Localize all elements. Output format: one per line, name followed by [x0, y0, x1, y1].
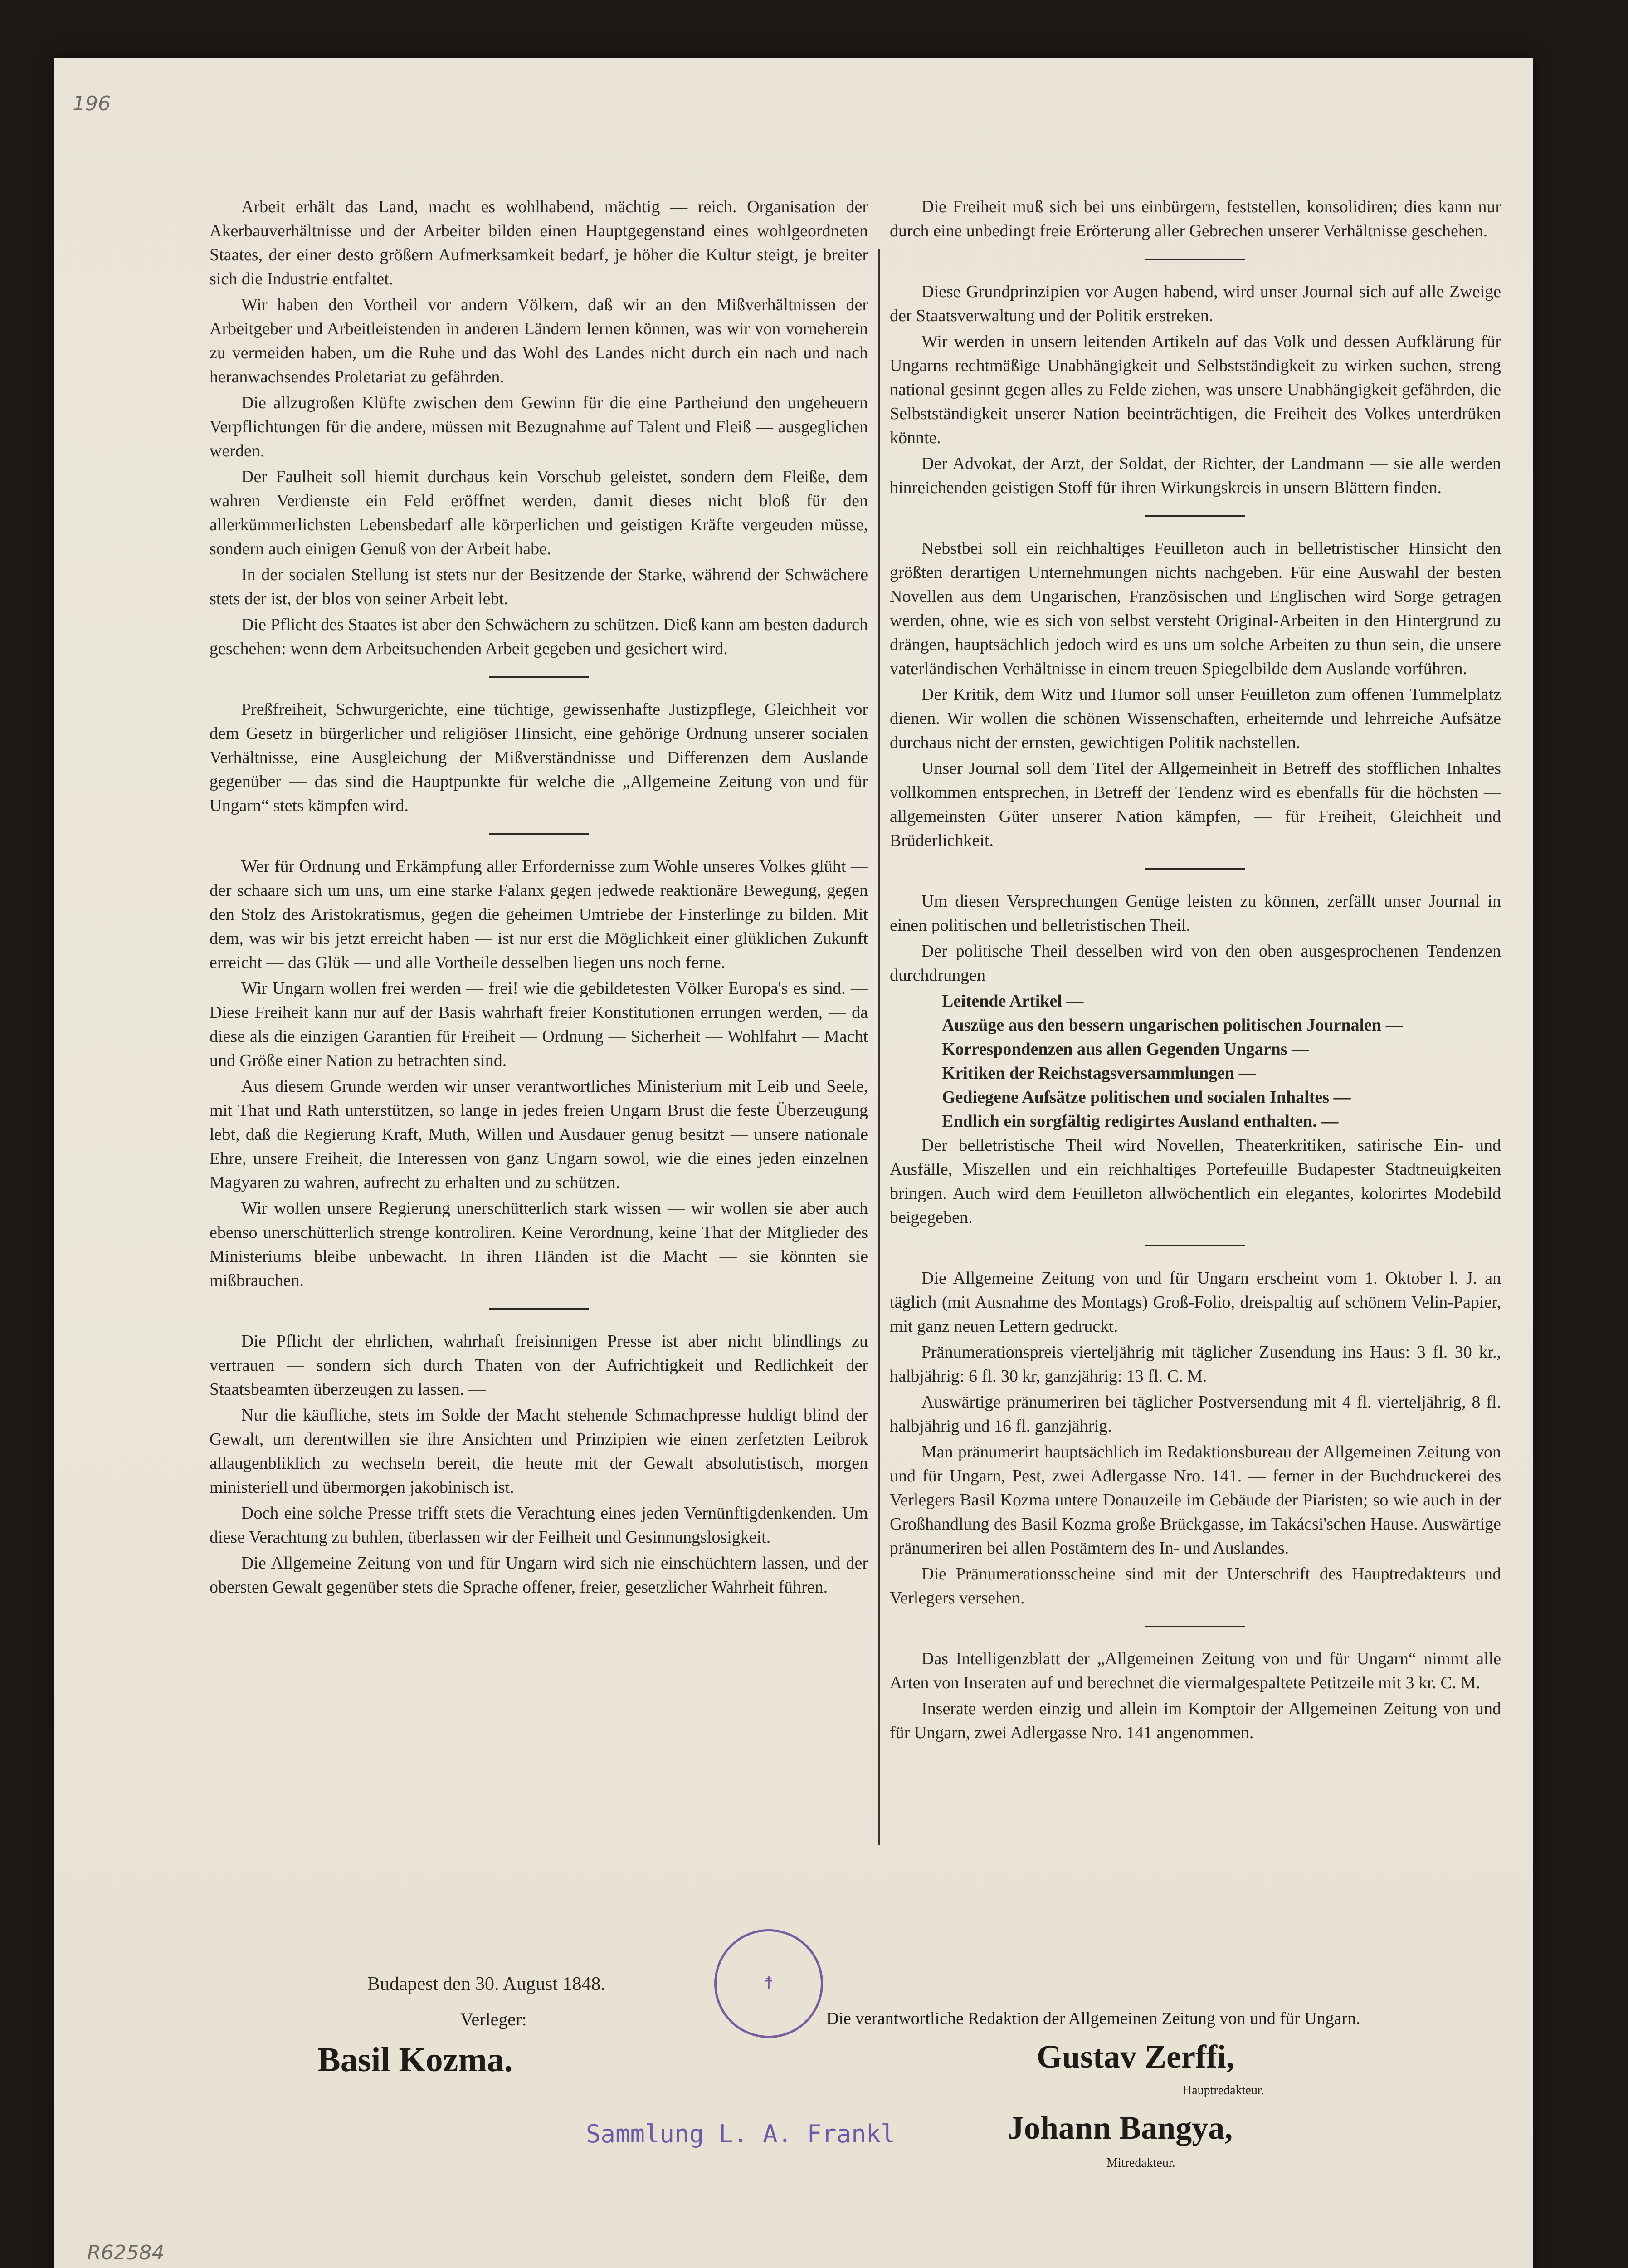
- paragraph: Der Advokat, der Arzt, der Soldat, der Richter, der Landmann — sie alle werden hinreichenden geistigen Stoff für ihren Wirkungskreis in unsern Blättern finden.: [890, 454, 1501, 497]
- paragraph: Man pränumerirt hauptsächlich im Redaktionsbureau der Allgemeinen Zeitung von und für Ungarn, Pest, zwei Adlergasse Nro. 141. — ferner in der Buchdruckerei des Verlegers Basil Kozma untere Donauzeile im Gebäude der Piaristen; so wie auch in der Großhandlung des Basil Kozma große Brückgasse, im Takácsi'schen Hause. Auswärtige pränumeriren bei allen Postämtern des In- und Auslandes.: [890, 1442, 1501, 1558]
- pencil-shelfmark-1: R62584: [87, 2241, 165, 2264]
- editor-1-name: Gustav Zerffi,: [1037, 2038, 1234, 2075]
- paragraph: Die Allgemeine Zeitung von und für Ungarn erscheint vom 1. Oktober l. J. an täglich (mit Ausnahme des Montags) Groß-Folio, dreispaltig auf schönem Velin-Papier, mit ganz neuen Lettern gedruckt.: [890, 1269, 1501, 1336]
- list-item: Auszüge aus den bessern ungarischen politischen Journalen —: [942, 1016, 1403, 1035]
- paragraph: Der Faulheit soll hiemit durchaus kein Vorschub geleistet, sondern dem Fleiße, dem wahren Verdienste ein Feld eröffnet werden, damit dieses nicht bloß für den allerkümmerlichsten Lebensbedarf alle körperlichen und geistigen Kräfte vergeuden müsse, sondern auch einigen Genuß von der Arbeit habe.: [210, 467, 868, 558]
- paragraph: Preßfreiheit, Schwurgerichte, eine tüchtige, gewissenhafte Justizpflege, Gleichheit vor dem Gesetz in bürgerlicher und religiöser Hinsicht, eine gehörige Ordnung unserer socialen Verhältnisse, eine Ausgleichung der Mißverständnisse und Differenzen dem Auslande gegenüber — das sind die Hauptpunkte für welche die „Allgemeine Zeitung von und für Ungarn“ stets kämpfen wird.: [210, 700, 868, 815]
- separator-rule: [1145, 1245, 1245, 1246]
- document-sheet: [54, 58, 1533, 2268]
- list-item: Kritiken der Reichstagsversammlungen —: [942, 1064, 1256, 1083]
- paragraph: Wir haben den Vortheil vor andern Völkern, daß wir an den Mißverhältnissen der Arbeitgeber und Arbeitleistenden in anderen Ländern lernen können, was wir von vorneherein zu vermeiden haben, um die Ruhe und das Wohl des Landes nicht durch ein nach und nach heranwachsendes Proletariat zu gefährden.: [210, 295, 868, 386]
- paragraph: Die Pränumerationsscheine sind mit der Unterschrift des Hauptredakteurs und Verlegers versehen.: [890, 1564, 1501, 1608]
- collection-stamp: Sammlung L. A. Frankl: [586, 2120, 896, 2148]
- publisher-label: Verleger:: [460, 2009, 527, 2029]
- separator-rule: [489, 676, 589, 678]
- paragraph: Wir werden in unsern leitenden Artikeln auf das Volk und dessen Aufklärung für Ungarns rechtmäßige Unabhängigkeit und Selbstständigkeit zu wirken suchen, streng national gesinnt gegen alles zu Felde ziehen, was unsere Unabhängigkeit gefährden, die Selbstständigkeit unserer Nation beeinträchtigen, die Freiheit des Volkes unterdrüken könnte.: [890, 332, 1501, 447]
- publisher-name: Basil Kozma.: [317, 2041, 513, 2079]
- paragraph: Das Intelligenzblatt der „Allgemeinen Zeitung von und für Ungarn“ nimmt alle Arten von Inseraten auf und berechnet die viermalgespaltete Petitzeile mit 3 kr. C. M.: [890, 1649, 1501, 1692]
- library-seal: ☨: [714, 1929, 823, 2038]
- editor-2-title: Mitredakteur.: [1106, 2156, 1175, 2170]
- editor-1-title: Hauptredakteur.: [1183, 2083, 1264, 2097]
- separator-rule: [1145, 259, 1245, 260]
- paragraph: Um diesen Versprechungen Genüge leisten zu können, zerfällt unser Journal in einen politischen und belletristischen Theil.: [890, 892, 1501, 935]
- list-item: Korrespondenzen aus allen Gegenden Ungarns —: [942, 1040, 1309, 1059]
- paragraph: Inserate werden einzig und allein im Komptoir der Allgemeinen Zeitung von und für Ungarn, zwei Adlergasse Nro. 141 angenommen.: [890, 1699, 1501, 1742]
- paragraph: Unser Journal soll dem Titel der Allgemeinheit in Betreff des stofflichen Inhaltes vollkommen entsprechen, in Betreff der Tendenz wird es ebenfalls für die höchsten — allgemeinsten Güter unserer Nation kämpfen, — für Freiheit, Gleichheit und Brüderlichkeit.: [890, 759, 1501, 850]
- paragraph: Arbeit erhält das Land, macht es wohlhabend, mächtig — reich. Organisation der Akerbauverhältnisse und der Arbeiter bilden einen Hauptgegenstand eines wohlgeordneten Staates, der einer desto größern Aufmerksamkeit bedarf, je höher die Kultur steigt, je breiter sich die Industrie entfaltet.: [210, 197, 868, 288]
- paragraph: Die Freiheit muß sich bei uns einbürgern, feststellen, konsolidiren; dies kann nur durch eine unbedingt freie Erörterung aller Gebrechen unserer Verhältnisse geschehen.: [890, 197, 1501, 240]
- paragraph: Pränumerationspreis vierteljährig mit täglicher Zusendung ins Haus: 3 fl. 30 kr., halbjährig: 6 fl. 30 kr, ganzjährig: 13 fl. C. M.: [890, 1343, 1501, 1386]
- editor-2-name: Johann Bangya,: [1008, 2110, 1233, 2146]
- left-column: [210, 195, 868, 1601]
- political-sections-list: [890, 989, 1501, 1134]
- paragraph: Die Pflicht der ehrlichen, wahrhaft freisinnigen Presse ist aber nicht blindlings zu vertrauen — sondern sich durch Thaten von der Aufrichtigkeit und Redlichkeit der Staatsbeamten überzeugen zu lassen. —: [210, 1332, 868, 1399]
- paragraph: Nebstbei soll ein reichhaltiges Feuilleton auch in belletristischer Hinsicht den größten derartigen Unternehmungen nichts nachgeben. Für eine Auswahl der besten Novellen aus dem Ungarischen, Französischen und Englischen wird Sorge getragen werden, ohne, wie es sich von selbst versteht Original-Arbeiten in den Hintergrund zu drängen, hauptsächlich jedoch wird es uns um solche Arbeiten zu thun sein, die unsere vaterländischen Verhältnisse in einem treuen Spiegelbilde dem Auslande vorführen.: [890, 539, 1501, 678]
- right-column: [890, 195, 1501, 1747]
- paragraph: In der socialen Stellung ist stets nur der Besitzende der Starke, während der Schwächere stets der ist, der blos von seiner Arbeit lebt.: [210, 565, 868, 608]
- paragraph: Die Allgemeine Zeitung von und für Ungarn wird sich nie einschüchtern lassen, und der obersten Gewalt gegenüber stets die Sprache offener, freier, gesetzlicher Wahrheit führen.: [210, 1554, 868, 1597]
- separator-rule: [489, 833, 589, 835]
- paragraph: Doch eine solche Presse trifft stets die Verachtung eines jeden Vernünftigdenkenden. Um diese Verachtung zu buhlen, überlassen wir der Feilheit und Gesinnungslosigkeit.: [210, 1504, 868, 1547]
- separator-rule: [1145, 868, 1245, 870]
- paragraph: Die Pflicht des Staates ist aber den Schwächern zu schützen. Dieß kann am besten dadurch geschehen: wenn dem Arbeitsuchenden Arbeit gegeben und gesichert wird.: [210, 615, 868, 658]
- column-divider: [878, 249, 880, 1845]
- paragraph: Wer für Ordnung und Erkämpfung aller Erfordernisse zum Wohle unseres Volkes glüht — der schaare sich um uns, um eine starke Falanx gegen jedwede reaktionäre Bewegung, gegen den Stolz des Aristokratismus, gegen die geheimen Umtriebe der Finsterlinge zu bilden. Mit dem, was wir bis jetzt erreicht haben — ist nur erst die Möglichkeit einer glüklichen Zukunft erreicht — das Glük — und alle Vortheile desselben liegen uns noch ferne.: [210, 857, 868, 972]
- list-item: Gediegene Aufsätze politischen und socialen Inhaltes —: [942, 1088, 1351, 1107]
- paragraph: Der politische Theil desselben wird von den oben ausgesprochenen Tendenzen durchdrungen: [890, 942, 1501, 985]
- paragraph: Aus diesem Grunde werden wir unser verantwortliches Ministerium mit Leib und Seele, mit That und Rath unterstützen, so lange in jedes freien Ungarn Brust die feste Überzeugung lebt, daß die Regierung Kraft, Muth, Willen und Ausdauer genug besitzt — unsere nationale Ehre, unsere Freiheit, die Interessen von ganz Ungarn sowol, wie die eines jeden einzelnen Magyaren zu wahren, aufrecht zu erhalten und zu schützen.: [210, 1077, 868, 1192]
- paragraph: Der belletristische Theil wird Novellen, Theaterkritiken, satirische Ein- und Ausfälle, Miszellen und ein reichhaltiges Portefeuille Budapester Stadtneuigkeiten bringen. Auch wird dem Feuilleton allwöchentlich ein elegantes, kolorirtes Modebild beigegeben.: [890, 1136, 1501, 1227]
- paragraph: Wir wollen unsere Regierung unerschütterlich stark wissen — wir wollen sie aber auch ebenso unerschütterlich strenge kontroliren. Keine Verordnung, keine That der Mitglieder des Ministeriums bleibe unbewacht. In ihren Händen ist die Macht — sie könnten sie mißbrauchen.: [210, 1199, 868, 1290]
- separator-rule: [489, 1308, 589, 1310]
- separator-rule: [1145, 1626, 1245, 1627]
- pencil-page-number: 196: [73, 92, 111, 115]
- list-item: Endlich ein sorgfältig redigirtes Ausland enthalten. —: [942, 1112, 1339, 1131]
- paragraph: Der Kritik, dem Witz und Humor soll unser Feuilleton zum offenen Tummelplatz dienen. Wir wollen die schönen Wissenschaften, erheiternde und lehrreiche Aufsätze durchaus nicht der ernsten, gewichtigen Politik nachstellen.: [890, 685, 1501, 752]
- paragraph: Nur die käufliche, stets im Solde der Macht stehende Schmachpresse huldigt blind der Gewalt, um derentwillen sie ihre Ansichten und Prinzipien wie einen zerfetzten Leibrok allaugenbliklich zu wechseln bereit, die heute mit der Gewalt absolutistisch, morgen ministeriell und übermorgen jakobinisch ist.: [210, 1406, 868, 1497]
- paragraph: Diese Grundprinzipien vor Augen habend, wird unser Journal sich auf alle Zweige der Staatsverwaltung und der Politik erstreken.: [890, 282, 1501, 325]
- list-item: Leitende Artikel —: [942, 992, 1084, 1011]
- separator-rule: [1145, 515, 1245, 517]
- place-date: Budapest den 30. August 1848.: [367, 1974, 605, 1994]
- paragraph: Die allzugroßen Klüfte zwischen dem Gewinn für die eine Partheiund den ungeheuern Verpflichtungen für die andere, müssen mit Bezugnahme auf Talent und Fleiß — ausgeglichen werden.: [210, 393, 868, 460]
- paragraph: Wir Ungarn wollen frei werden — frei! wie die gebildetesten Völker Europa's es sind. — Diese Freiheit kann nur auf der Basis wahrhaft freier Konstitutionen errungen werden, — da diese als die einzigen Garantien für Freiheit — Ordnung — Sicherheit — Wohlfahrt — Macht und Größe einer Nation zu betrachten sind.: [210, 979, 868, 1070]
- editors-label: Die verantwortliche Redaktion der Allgemeinen Zeitung von und für Ungarn.: [826, 2009, 1360, 2028]
- paragraph: Auswärtige pränumeriren bei täglicher Postversendung mit 4 fl. vierteljährig, 8 fl. halbjährig und 16 fl. ganzjährig.: [890, 1393, 1501, 1436]
